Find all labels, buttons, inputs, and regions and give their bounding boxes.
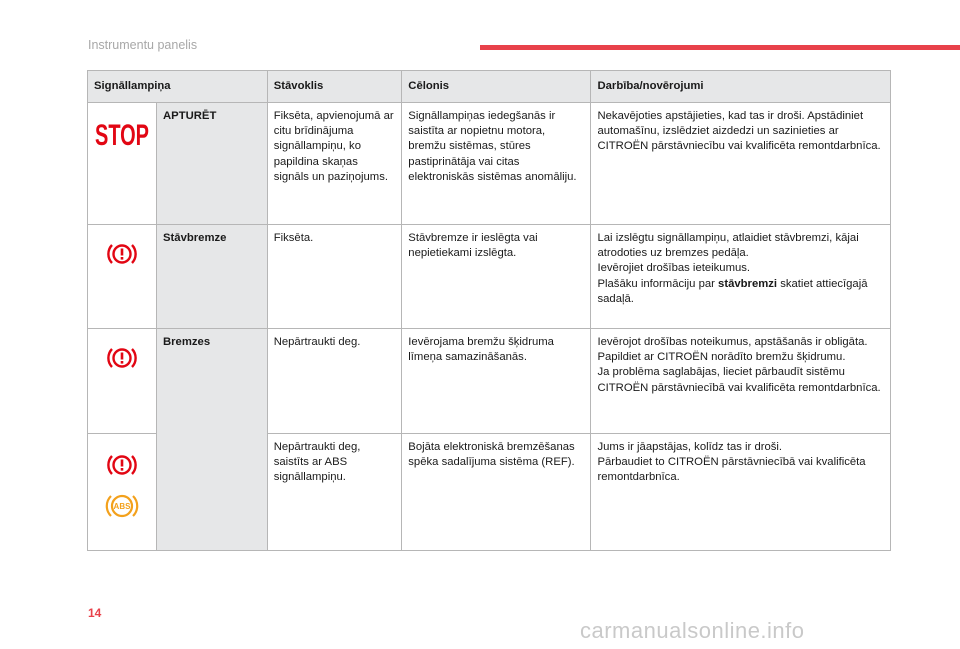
table-row bbox=[88, 225, 891, 329]
cause-text: Ievērojama bremžu šķidruma līmeņa samazināšanās. bbox=[402, 329, 591, 434]
cause-text: Bojāta elektroniskā bremzēšanas spēka sadalījuma sistēma (REF). bbox=[402, 434, 591, 551]
action-text bbox=[591, 329, 891, 434]
brake-warning-icon bbox=[107, 241, 137, 267]
light-name: APTURĒT bbox=[157, 103, 268, 225]
light-name: Stāvbremze bbox=[157, 225, 268, 329]
action-line: Ja problēma saglabājas, lieciet pārbaudīt sistēmu CITROËN pārstāvniecībā vai kvalificēta remontdarbnīca. bbox=[597, 366, 881, 394]
icon-cell bbox=[88, 329, 157, 434]
state-text: Fiksēta, apvienojumā ar citu brīdinājuma signāllampiņu, ko papildina skaņas signāls un paziņojums. bbox=[267, 103, 402, 225]
abs-icon bbox=[105, 492, 139, 520]
abs-icon-text: ABS bbox=[113, 502, 131, 511]
action-line: Ievērojiet drošības ieteikumus. bbox=[597, 262, 751, 275]
column-header-cause: Cēlonis bbox=[402, 71, 591, 103]
action-text-prefix: Plašāku informāciju par bbox=[597, 277, 719, 290]
action-line: Lai izslēgtu signāllampiņu, atlaidiet stāvbremzi, kājai atrodoties uz bremzes pedāļa. bbox=[597, 232, 859, 260]
action-text: Nekavējoties apstājieties, kad tas ir droši. Apstādiniet automašīnu, izslēdziet aizdedzi un sazinieties ar CITROËN pārstāvniecību vai kvalificēta remontdarbnīca. bbox=[591, 103, 891, 225]
icon-cell bbox=[88, 103, 157, 225]
action-text-bold: stāvbremzi bbox=[718, 277, 778, 290]
warning-lights-table bbox=[87, 70, 891, 551]
action-line: Ievērojot drošības noteikumus, apstāšanās ir obligāta. bbox=[597, 336, 868, 348]
cause-text: Stāvbremze ir ieslēgta vai nepietiekami izslēgta. bbox=[402, 225, 591, 329]
stop-icon-text: STOP bbox=[95, 119, 149, 152]
cause-text: Signāllampiņas iedegšanās ir saistīta ar nopietnu motora, bremžu sistēmas, stūres pastiprinātāja vai citas elektroniskās sistēmas anomāliju. bbox=[402, 103, 591, 225]
stop-icon bbox=[94, 117, 150, 151]
column-header-state: Stāvoklis bbox=[267, 71, 402, 103]
state-text: Nepārtraukti deg, saistīts ar ABS signāllampiņu. bbox=[267, 434, 402, 551]
table-row bbox=[88, 103, 891, 225]
watermark: carmanualsonline.info bbox=[580, 618, 805, 643]
action-line: Pārbaudiet to CITROËN pārstāvniecībā vai kvalificēta remontdarbnīca. bbox=[597, 456, 866, 484]
page-header-title: Instrumentu panelis bbox=[88, 38, 198, 52]
action-text-suffix: skatiet attiecīgajā sadaļā. bbox=[597, 277, 868, 305]
light-name: Bremzes bbox=[157, 329, 268, 551]
brake-warning-icon bbox=[107, 452, 137, 478]
action-line: Papildiet ar CITROËN norādīto bremžu šķidrumu. bbox=[597, 351, 846, 364]
header-accent-bar bbox=[480, 45, 960, 50]
table-row bbox=[88, 329, 891, 434]
brake-warning-icon bbox=[107, 345, 137, 371]
column-header-action: Darbība/novērojumi bbox=[591, 71, 891, 103]
column-header-light: Signāllampiņa bbox=[88, 71, 268, 103]
state-text: Nepārtraukti deg. bbox=[267, 329, 402, 434]
action-text bbox=[591, 434, 891, 551]
table-header-row bbox=[88, 71, 891, 103]
state-text: Fiksēta. bbox=[267, 225, 402, 329]
action-line bbox=[597, 277, 884, 307]
icon-cell bbox=[88, 225, 157, 329]
icon-cell bbox=[88, 434, 157, 551]
page-number: 14 bbox=[88, 606, 102, 620]
action-text bbox=[591, 225, 891, 329]
action-line: Jums ir jāapstājas, kolīdz tas ir droši. bbox=[597, 441, 783, 453]
